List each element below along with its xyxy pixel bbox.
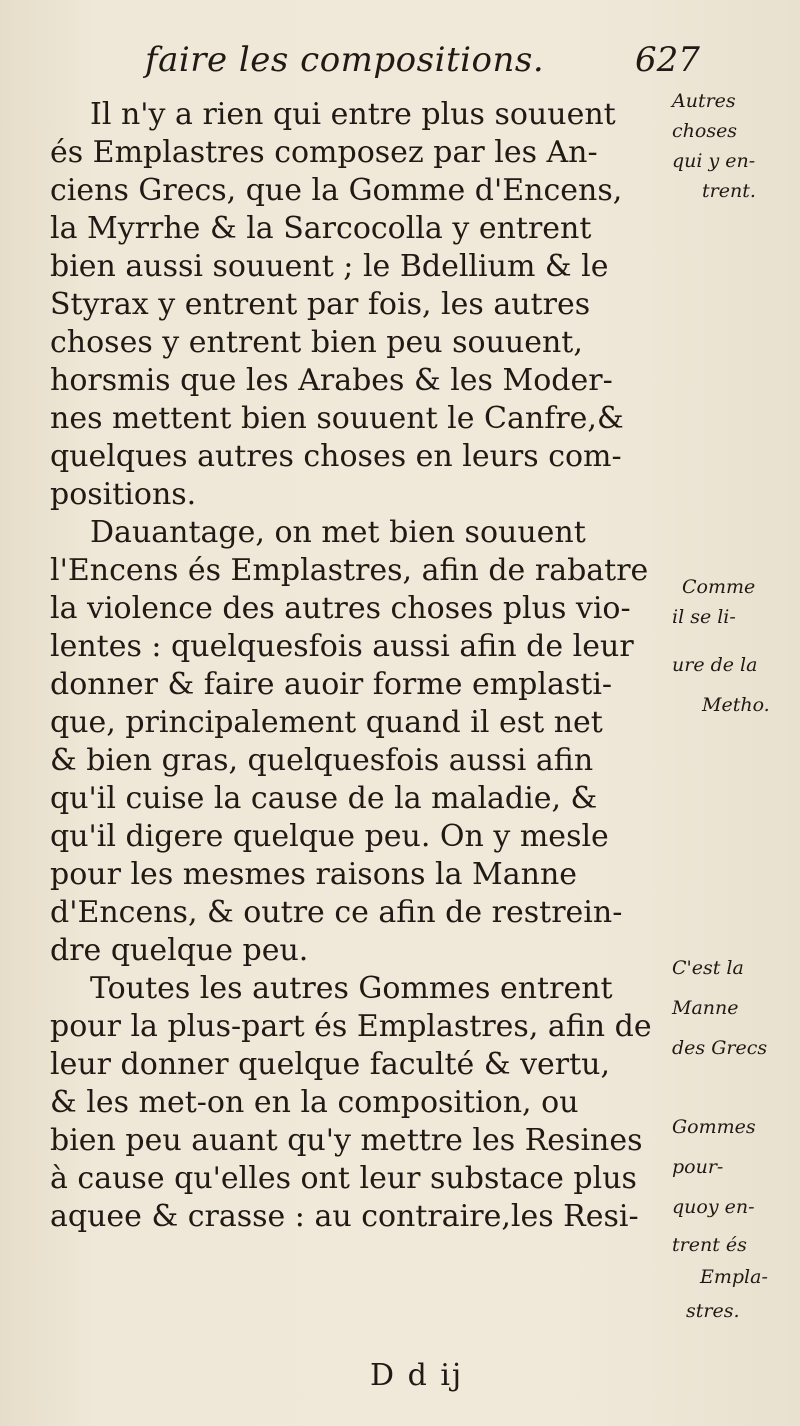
margin-note: qui y en- bbox=[672, 150, 756, 172]
text-line: bien aussi souuent ; le Bdellium & le bbox=[50, 249, 609, 284]
text-line: & les met-on en la composition, ou bbox=[50, 1085, 579, 1120]
text-line: horsmis que les Arabes & les Moder- bbox=[50, 363, 613, 398]
text-line: Il n'y a rien qui entre plus souuent bbox=[90, 97, 616, 132]
margin-note: des Grecs bbox=[672, 1037, 768, 1059]
text-line: donner & faire auoir forme emplasti- bbox=[50, 667, 613, 702]
body-text bbox=[50, 96, 670, 1236]
text-line: l'Encens és Emplastres, afin de rabatre bbox=[50, 553, 649, 588]
text-line: Styrax y entrent par fois, les autres bbox=[50, 287, 591, 322]
text-line: ciens Grecs, que la Gomme d'Encens, bbox=[50, 173, 623, 208]
text-line: dre quelque peu. bbox=[50, 933, 309, 968]
text-line: leur donner quelque faculté & vertu, bbox=[50, 1047, 611, 1082]
signature-mark: D d ij bbox=[370, 1358, 464, 1393]
text-line: Toutes les autres Gommes entrent bbox=[90, 971, 613, 1006]
text-line: és Emplastres composez par les An- bbox=[50, 135, 598, 170]
margin-note: il se li- bbox=[672, 606, 736, 628]
text-line: pour la plus-part és Emplastres, afin de bbox=[50, 1009, 652, 1044]
margin-note: Empla- bbox=[700, 1266, 768, 1288]
margin-note: pour- bbox=[672, 1156, 724, 1178]
running-title: faire les compositions. bbox=[145, 40, 545, 80]
text-line: & bien gras, quelquesfois aussi afin bbox=[50, 743, 594, 778]
margin-note: ure de la bbox=[672, 654, 758, 676]
margin-note: trent. bbox=[702, 180, 756, 202]
margin-note: C'est la bbox=[672, 957, 744, 979]
margin-note: Comme bbox=[682, 576, 756, 598]
text-line: qu'il cuise la cause de la maladie, & bbox=[50, 781, 598, 816]
margin-note: Manne bbox=[672, 997, 739, 1019]
text-line: lentes : quelquesfois aussi afin de leur bbox=[50, 629, 634, 664]
text-line: la Myrrhe & la Sarcocolla y entrent bbox=[50, 211, 592, 246]
margin-note: stres. bbox=[686, 1300, 740, 1322]
margin-note: quoy en- bbox=[672, 1196, 755, 1218]
text-line: pour les mesmes raisons la Manne bbox=[50, 857, 578, 892]
text-line: que, principalement quand il est net bbox=[50, 705, 603, 740]
text-line: choses y entrent bien peu souuent, bbox=[50, 325, 583, 360]
margin-note: trent és bbox=[672, 1234, 747, 1256]
text-line: la violence des autres choses plus vio- bbox=[50, 591, 631, 626]
margin-note: Gommes bbox=[672, 1116, 756, 1138]
margin-note: Metho. bbox=[702, 694, 770, 716]
text-line: quelques autres choses en leurs com- bbox=[50, 439, 622, 474]
text-line: bien peu auant qu'y mettre les Resines bbox=[50, 1123, 643, 1158]
text-line: à cause qu'elles ont leur substace plus bbox=[50, 1161, 637, 1196]
text-line: qu'il digere quelque peu. On y mesle bbox=[50, 819, 609, 854]
margin-note: choses bbox=[672, 120, 738, 142]
text-line: positions. bbox=[50, 477, 197, 512]
text-line: nes mettent bien souuent le Canfre,& bbox=[50, 401, 624, 436]
page-number: 627 bbox=[635, 40, 700, 80]
margin-note: Autres bbox=[672, 90, 736, 112]
text-line: d'Encens, & outre ce afin de restrein- bbox=[50, 895, 623, 930]
text-line: aquee & crasse : au contraire,les Resi- bbox=[50, 1199, 639, 1234]
text-line: Dauantage, on met bien souuent bbox=[90, 515, 586, 550]
